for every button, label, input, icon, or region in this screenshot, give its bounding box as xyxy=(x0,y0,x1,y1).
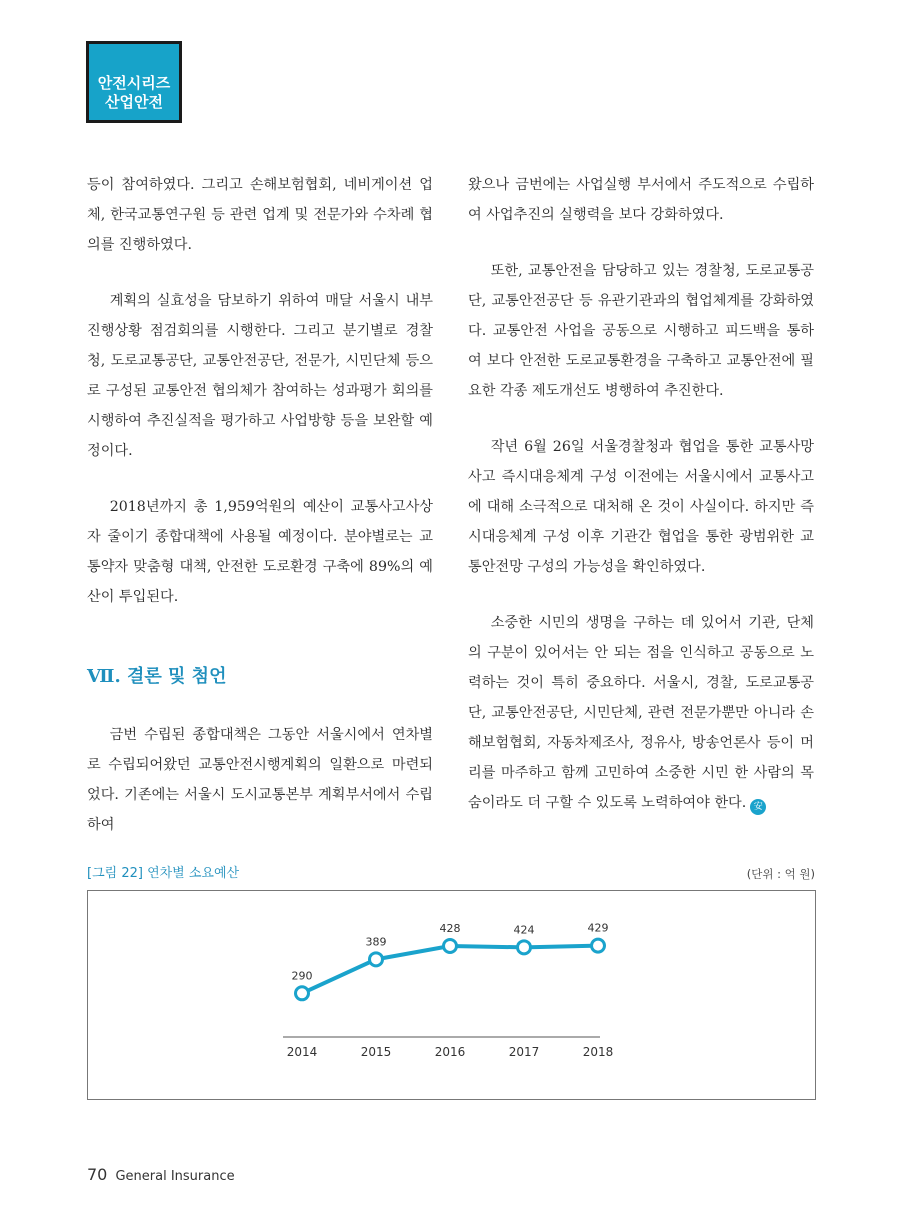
data-point-2015 xyxy=(370,953,383,966)
badge-line-1: 안전시리즈 xyxy=(97,74,171,92)
x-tick-label-2017: 2017 xyxy=(508,1045,540,1059)
right-column xyxy=(468,170,814,818)
data-label-2017: 424 xyxy=(513,923,535,937)
page-number: 70 xyxy=(87,1165,108,1184)
x-tick-label-2015: 2015 xyxy=(360,1045,392,1059)
left-column xyxy=(87,170,433,840)
section-heading: Ⅶ. 결론 및 첨언 xyxy=(87,666,227,687)
right-paragraph-3: 작년 6월 26일 서울경찰청과 협업을 통한 교통사망사고 즉시대응체계 구성 이전에는 서울시에서 교통사고에 대해 소극적으로 대처해 온 것이 사실이다. 하지만 즉시대응체계 구성 이후 기관간 협업을 통한 광범위한 교통안전망 구성의 가능성을 확인하였다. xyxy=(468,439,814,575)
figure-caption: [그림 22] 연차별 소요예산 xyxy=(87,866,240,881)
x-tick-label-2018: 2018 xyxy=(582,1045,614,1059)
data-point-2017 xyxy=(518,941,531,954)
left-paragraph-3: 2018년까지 총 1,959억원의 예산이 교통사고사상자 줄이기 종합대책에 사용될 예정이다. 분야별로는 교통약자 맞춤형 대책, 안전한 도로환경 구축에 89%의 예산이 투입된다. xyxy=(87,499,433,605)
circle-logo-icon: 安 xyxy=(750,799,766,815)
left-paragraph-4: 금번 수립된 종합대책은 그동안 서울시에서 연차별로 수립되어왔던 교통안전시행계획의 일환으로 마련되었다. 기존에는 서울시 도시교통본부 계획부서에서 수립하여 xyxy=(87,727,433,833)
left-paragraph-1: 등이 참여하였다. 그리고 손해보험협회, 네비게이션 업체, 한국교통연구원 등 관련 업계 및 전문가와 수차례 협의를 진행하였다. xyxy=(87,177,433,253)
right-paragraph-4 xyxy=(468,608,814,818)
data-label-2018: 429 xyxy=(587,921,609,935)
chart-canvas xyxy=(88,891,815,1099)
data-point-2016 xyxy=(444,939,457,952)
line-chart xyxy=(87,890,816,1100)
data-label-2014: 290 xyxy=(291,969,313,983)
publication-name: General Insurance xyxy=(115,1169,235,1184)
data-label-2015: 389 xyxy=(365,935,387,949)
right-paragraph-4-text: 소중한 시민의 생명을 구하는 데 있어서 기관, 단체의 구분이 있어서는 안 되는 점을 인식하고 공동으로 노력하는 것이 특히 중요하다. 서울시, 경찰, 도로교통공단, 교통안전공단, 시민단체, 관련 전문가뿐만 아니라 손해보험협회, 자동차제조사, 정유사, 방송언론사 등이 머리를 마주하고 함께 고민하여 소중한 시민 한 사람의 목숨이라도 더 구할 수 있도록 노력하여야 한다. xyxy=(468,615,814,811)
data-point-2014 xyxy=(296,987,309,1000)
badge-line-2: 산업안전 xyxy=(105,93,163,111)
x-tick-label-2014: 2014 xyxy=(286,1045,318,1059)
right-paragraph-2: 또한, 교통안전을 담당하고 있는 경찰청, 도로교통공단, 교통안전공단 등 유관기관과의 협업체계를 강화하였다. 교통안전 사업을 공동으로 시행하고 피드백을 통하여 보다 안전한 도로교통환경을 구축하고 교통안전에 필요한 각종 제도개선도 병행하여 추진한다. xyxy=(468,263,814,399)
left-paragraph-2: 계획의 실효성을 담보하기 위하여 매달 서울시 내부 진행상황 점검회의를 시행한다. 그리고 분기별로 경찰청, 도로교통공단, 교통안전공단, 전문가, 시민단체 등으로 구성된 교통안전 협의체가 참여하는 성과평가 회의를 시행하여 추진실적을 평가하고 사업방향 등을 보완할 예정이다. xyxy=(87,293,433,459)
x-tick-label-2016: 2016 xyxy=(434,1045,466,1059)
data-label-2016: 428 xyxy=(439,921,461,935)
figure-unit: (단위 : 억 원) xyxy=(746,867,815,881)
right-paragraph-1: 왔으나 금번에는 사업실행 부서에서 주도적으로 수립하여 사업추진의 실행력을 보다 강화하였다. xyxy=(468,177,814,223)
page-footer xyxy=(87,1165,235,1184)
series-badge xyxy=(86,41,182,123)
data-point-2018 xyxy=(592,939,605,952)
